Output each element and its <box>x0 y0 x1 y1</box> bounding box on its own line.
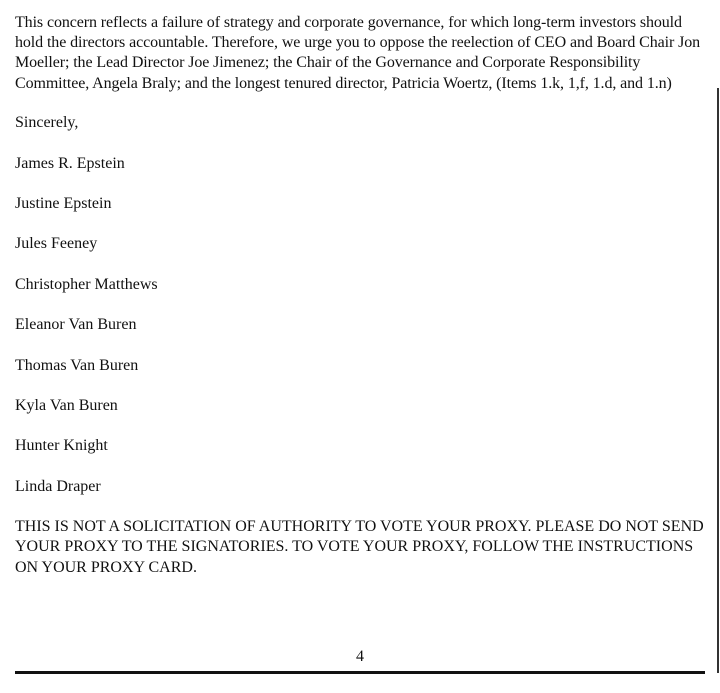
signatory-name: James R. Epstein <box>15 154 125 172</box>
signatory-name: Linda Draper <box>15 477 101 495</box>
signatory-name: Eleanor Van Buren <box>15 316 137 334</box>
closing-salutation: Sincerely, <box>15 114 79 132</box>
right-margin-rule <box>717 88 719 673</box>
signatory-name: Jules Feeney <box>15 235 98 253</box>
body-paragraph: This concern reflects a failure of strategy and corporate governance, for which long-term investors should hold the directors accountable. Therefore, we urge you to oppose the reelection of CEO and Board Chair Jon Moeller; the Lead Director Joe Jimenez; the Chair of the Governance and Corporate Responsibility Committee, Angela Braly; and the longest tenured director, Patricia Woertz, (Items 1.k, 1,f, 1.d, and 1.n) <box>15 14 701 92</box>
footer-rule <box>15 671 705 674</box>
signatory-name: Justine Epstein <box>15 195 112 213</box>
proxy-notice: THIS IS NOT A SOLICITATION OF AUTHORITY TO VOTE YOUR PROXY. PLEASE DO NOT SEND YOUR PROXY TO THE SIGNATORIES. TO VOTE YOUR PROXY, FOLLOW THE INSTRUCTIONS ON YOUR PROXY CARD. <box>15 518 704 576</box>
letter-body <box>15 13 705 578</box>
signatory-name: Hunter Knight <box>15 437 108 455</box>
signatory-name: Thomas Van Buren <box>15 356 139 374</box>
page-number: 4 <box>356 648 364 665</box>
signatory-name: Christopher Matthews <box>15 275 158 293</box>
signatory-name: Kyla Van Buren <box>15 397 118 415</box>
